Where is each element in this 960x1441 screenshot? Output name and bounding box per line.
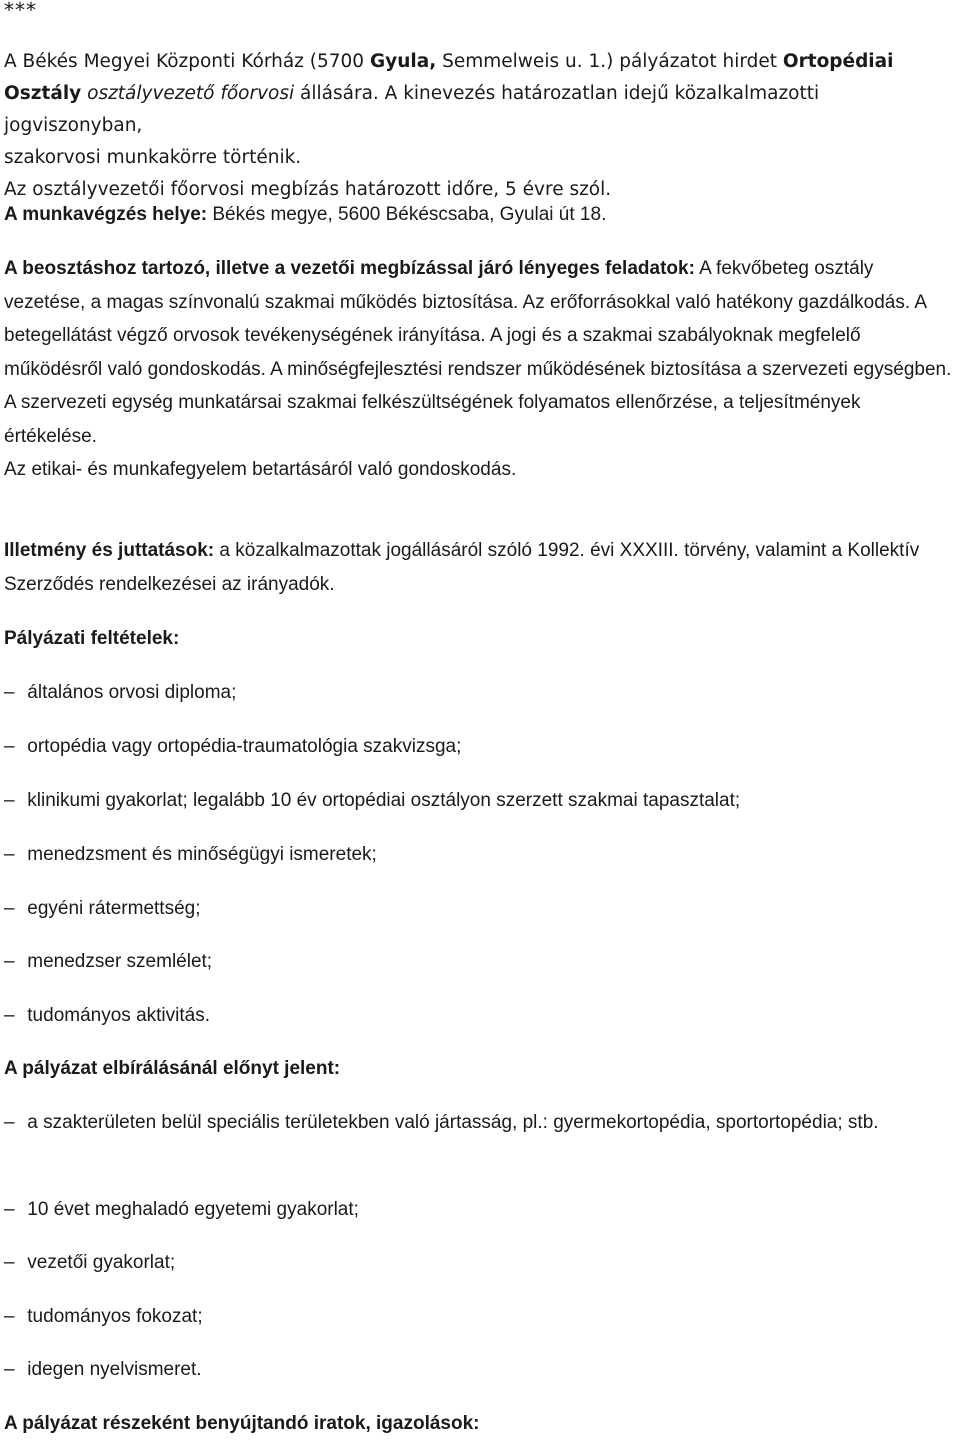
advantages-item: – 10 évet meghaladó egyetemi gyakorlat;: [4, 1199, 359, 1220]
intro-line-3: szakorvosi munkakörre történik.: [4, 147, 302, 168]
salary-paragraph: [4, 534, 954, 601]
conditions-heading: Pályázati feltételek:: [4, 628, 180, 649]
advantages-item: – a szakterületen belül speciális területekben való jártasság, pl.: gyermekortopédia, sportortopédia; stb.: [4, 1112, 879, 1133]
tasks-label: A beosztáshoz tartozó, illetve a vezetői megbízással járó lényeges feladatok:: [4, 258, 695, 279]
separator-stars: ***: [4, 0, 37, 22]
intro-line-4: Az osztályvezetői főorvosi megbízás határozott időre, 5 évre szól.: [4, 179, 612, 200]
salary-text: a közalkalmazottak jogállásáról szóló 1992. évi XXXIII. törvény, valamint a Kollektív Szerződés rendelkezései az irányadók.: [4, 540, 920, 595]
conditions-item: – általános orvosi diploma;: [4, 682, 237, 703]
tasks-section: [4, 252, 954, 487]
advantages-item: – tudományos fokozat;: [4, 1306, 203, 1327]
conditions-item: – menedzsment és minőségügyi ismeretek;: [4, 844, 377, 865]
advantages-heading: A pályázat elbírálásánál előnyt jelent:: [4, 1058, 341, 1079]
documents-heading: A pályázat részeként benyújtandó iratok, igazolások:: [4, 1413, 480, 1434]
advantages-item: – vezetői gyakorlat;: [4, 1252, 176, 1273]
intro-line-2: Osztály osztályvezető főorvosi állására. A kinevezés határozatlan idejű közalkalmazotti jogviszonyban,: [4, 83, 820, 136]
tasks-paragraph-2: A szervezeti egység munkatársai szakmai felkészültségének folyamatos ellenőrzése, a teljesítmények értékelése.: [4, 392, 861, 447]
conditions-item: – klinikumi gyakorlat; legalább 10 év ortopédiai osztályon szerzett szakmai tapasztalat;: [4, 790, 741, 811]
conditions-item: – menedzser szemlélet;: [4, 951, 213, 972]
intro-paragraph: [4, 46, 954, 206]
intro-line-1: A Békés Megyei Központi Kórház (5700 Gyula, Semmelweis u. 1.) pályázatot hirdet Ortopédiai: [4, 51, 894, 72]
conditions-item: – egyéni rátermettség;: [4, 898, 201, 919]
tasks-text: A fekvőbeteg osztály vezetése, a magas színvonalú szakmai működés biztosítása. Az erőforrásokkal való hatékony gazdálkodás. A betegellátást végző orvosok tevékenységének irányítása. A jogi és a szakmai szabályoknak megfelelő működésről való gondoskodás. A minőségfejlesztési rendszer működésének biztosítása a szervezeti egységben.: [4, 258, 952, 380]
workplace-label: A munkavégzés helye:: [4, 204, 208, 225]
salary-label: Illetmény és juttatások:: [4, 540, 215, 561]
city-name: Gyula,: [369, 51, 437, 72]
conditions-item: – tudományos aktivitás.: [4, 1005, 210, 1026]
conditions-item: – ortopédia vagy ortopédia-traumatológia szakvizsga;: [4, 736, 462, 757]
tasks-paragraph-3: Az etikai- és munkafegyelem betartásáról való gondoskodás.: [4, 459, 517, 480]
workplace-line: [4, 198, 606, 232]
tasks-paragraph: [4, 252, 954, 386]
position-title: osztályvezető főorvosi: [87, 83, 295, 104]
advantages-item: – idegen nyelvismeret.: [4, 1359, 202, 1380]
department-name: Ortopédiai: [782, 51, 894, 72]
workplace-value: Békés megye, 5600 Békéscsaba, Gyulai út 18.: [207, 204, 607, 225]
